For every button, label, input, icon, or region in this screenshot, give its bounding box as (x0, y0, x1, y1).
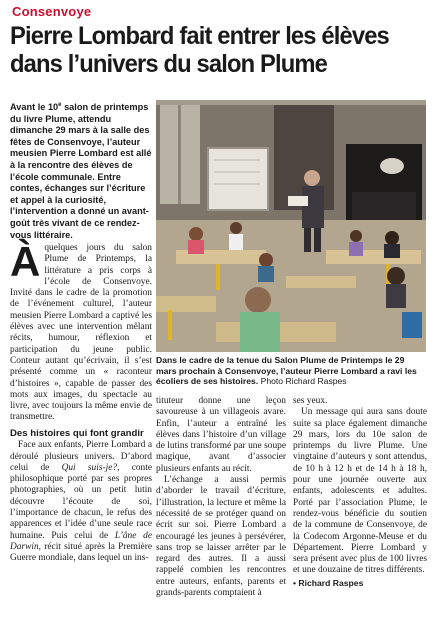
paragraph-stories (10, 440, 152, 564)
stories-text-b: , conte philosophique porté par ses propres photographies, où un petit lutin découvre l’écoute de soi, l’importance de chacun, le refus des apparences et l’idée d’une seule race humaine. Puis celui de (10, 462, 152, 541)
photo-credit: Photo Richard Raspes (260, 376, 347, 387)
photo-caption (156, 355, 426, 387)
lede-text-rest: salon de printemps du livre Plume, attendu dimanche 29 mars à la salle des fêtes de Consenvoye, l’auteur meusien Pierre Lombard est allé à la rencontre des élèves de l’école communale. Entre contes, échanges sur l’écriture et appel à la curiosité, l’intervention a donné un avant-goût très vivant de ce rendez-vous littéraire. (10, 102, 152, 240)
stories-text-a: Face aux enfants, Pierre Lombard a déroulé plusieurs univers. D’abord celui de (10, 440, 152, 473)
classroom-photo (156, 100, 426, 352)
column-2 (156, 396, 286, 599)
intro-text: quelques jours du salon Plume de Printemps, la littérature a pris corps à l’école de Consenvoye. Invité dans le cadre de la promotion de l’événement culturel, l’auteur meusien Pierre Lombard a captivé les élèves avec une intervention mêlant récits, humour, réflexion et participation du jeune public. Conteur autant qu’écrivain, il s’est présenté comme un « raconteur d’histoires », capable de passer des mots aux images, du spectacle au livre, avec toujours la même envie de transmettre. (10, 243, 152, 423)
stories-text-c: , récit situé après la Première Guerre mondiale, dans lequel un ins- (10, 541, 152, 564)
dropcap: À (10, 238, 41, 285)
column-1 (10, 238, 153, 565)
signature-name: Richard Raspes (298, 577, 364, 588)
caption-text: Dans le cadre de la tenue du Salon Plume de Printemps le 29 mars prochain à Consenvoye, l’auteur Pierre Lombard a ravi les écoliers de ses histoires. (156, 355, 417, 387)
column-3 (293, 396, 427, 589)
book-title-ane-de-darwin: L’âne de Darwin (10, 530, 153, 552)
rubric-location: Consenvoye (12, 4, 92, 19)
intro-paragraph (10, 238, 152, 424)
headline: Pierre Lombard fait entrer les élèves dans l’univers du salon Plume (10, 22, 389, 78)
lede-text-start: Avant le 10 (10, 102, 59, 113)
signature-bullet: • (293, 577, 297, 588)
paragraph-col3-0: ses yeux. (293, 396, 328, 406)
author-signature (293, 578, 427, 589)
lede-superscript: e (58, 102, 62, 108)
paragraph-col2-1: tituteur donne une leçon savoureuse à un villageois avare. Enfin, l’auteur a entraîné les élèves dans l’histoire d’un village de lutins transformé par une soupe magique, avant d’associer plusieurs enfants au récit. (156, 396, 286, 474)
book-title-qui-suis-je: Qui suis-je? (61, 462, 118, 473)
subheading: Des histoires qui font grandir (10, 427, 144, 439)
paragraph-col3-1: Un message qui aura sans doute suite sa place également dimanche 29 mars, lors du 10e salon de printemps du livre Plume. Une vingtaine d’auteurs y sont attendus, de 10 h à 12 h et de 14 h à 18 h, pour une journée ouverte aux enfants, adolescents et adultes. Porté par l’association Plume, le rendez-vous bénéficie du soutien de la commune de Consenvoye, de la Codecom Argonne-Meuse et du Département. Pierre Lombard y sera présent avec plus de 100 livres et une douzaine de titres différents. (293, 407, 427, 576)
lede (10, 100, 154, 241)
paragraph-col2-2: L’échange a aussi permis d’aborder le travail d’écriture, l’illustration, la lecture et même la nécessité de se protéger quand on écrit sur soi. Pierre Lombard a encouragé les jeunes à persévérer, sans trop se laisser arrêter par le regard des autres. Il a aussi rappelé combien les rencontres entre auteurs, enfants, parents et grands-parents comptaient à (156, 475, 286, 599)
classroom-photo-illustration (156, 100, 426, 352)
